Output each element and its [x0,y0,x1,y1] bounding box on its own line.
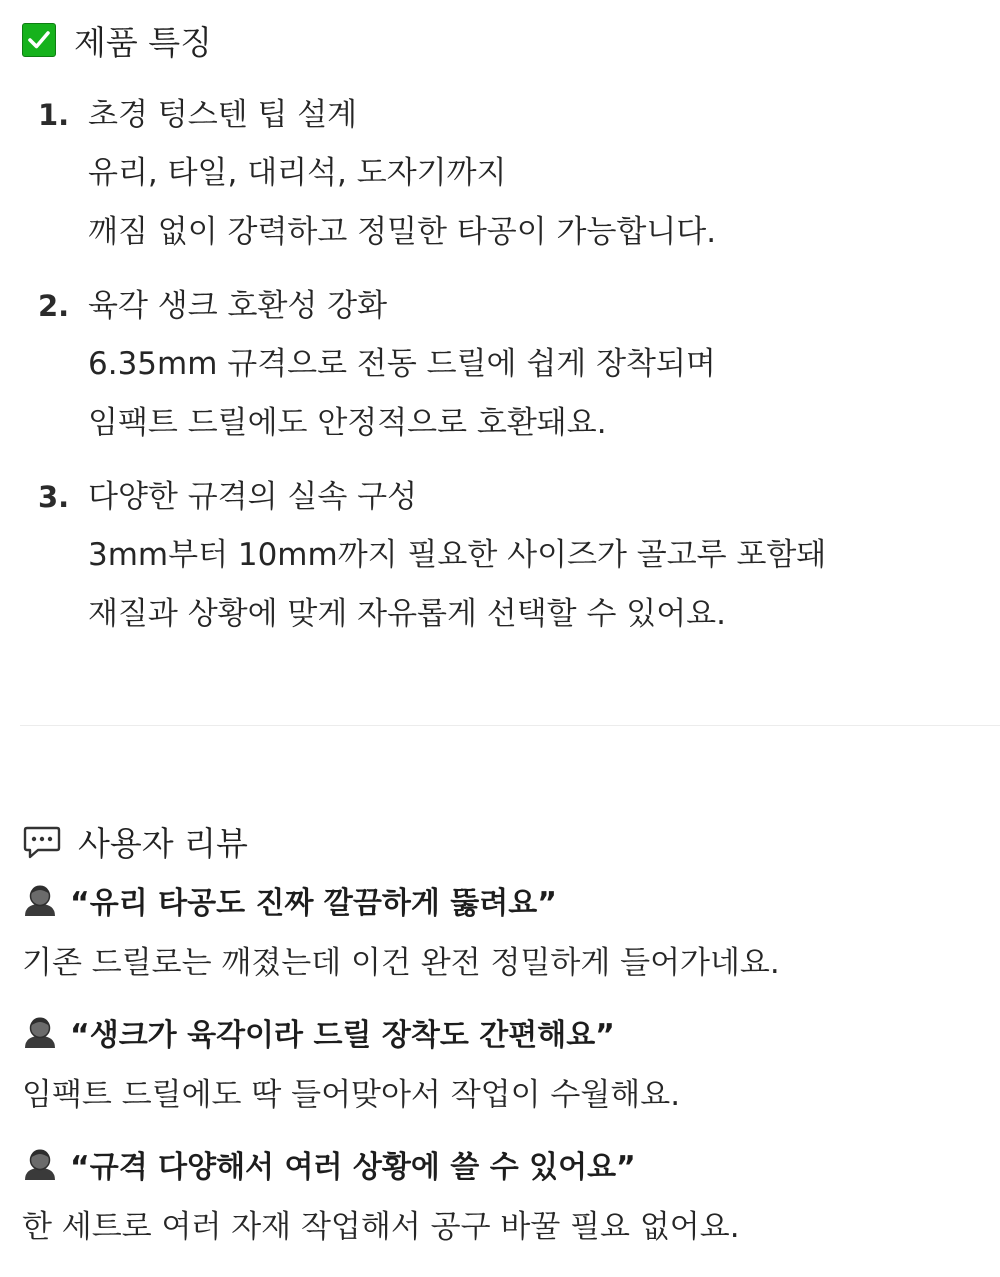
feature-number: 2. [38,289,70,323]
feature-line: 재질과 상황에 맞게 자유롭게 선택할 수 있어요. [88,596,726,632]
review-quote-row [22,1010,615,1054]
review-body: 기존 드릴로는 깨졌는데 이건 완전 정밀하게 들어가네요. [22,945,780,981]
feature-title: 다양한 규격의 실속 구성 [88,479,418,515]
review-body: 한 세트로 여러 자재 작업해서 공구 바꿀 필요 없어요. [22,1209,740,1245]
feature-line: 임팩트 드릴에도 안정적으로 호환돼요. [88,405,607,441]
features-heading [22,18,212,62]
review-quote: “규격 다양해서 여러 상황에 쓸 수 있어요” [70,1150,636,1185]
feature-title: 육각 생크 호환성 강화 [88,288,388,324]
speech-bubble-icon [22,821,62,861]
reviews-heading-text: 사용자 리뷰 [78,823,248,863]
person-avatar-icon [22,882,58,918]
feature-line: 6.35mm 규격으로 전동 드릴에 쉽게 장착되며 [88,346,716,382]
feature-line: 깨짐 없이 강력하고 정밀한 타공이 가능합니다. [88,214,717,250]
features-heading-text: 제품 특징 [74,22,213,62]
feature-line: 유리, 타일, 대리석, 도자기까지 [88,155,507,191]
review-quote-row [22,1142,636,1186]
section-divider [20,725,1000,726]
reviews-heading [22,817,248,865]
person-avatar-icon [22,1146,58,1182]
feature-number: 3. [38,480,70,514]
feature-number: 1. [38,98,70,132]
feature-title: 초경 텅스텐 팁 설계 [88,97,358,133]
review-quote: “생크가 육각이라 드릴 장착도 간편해요” [70,1018,615,1053]
review-body: 임팩트 드릴에도 딱 들어맞아서 작업이 수월해요. [22,1077,681,1113]
person-avatar-icon [22,1014,58,1050]
review-quote-row [22,878,557,922]
check-box-icon [22,23,56,57]
review-quote: “유리 타공도 진짜 깔끔하게 뚫려요” [70,886,557,921]
feature-line: 3mm부터 10mm까지 필요한 사이즈가 골고루 포함돼 [88,537,827,573]
